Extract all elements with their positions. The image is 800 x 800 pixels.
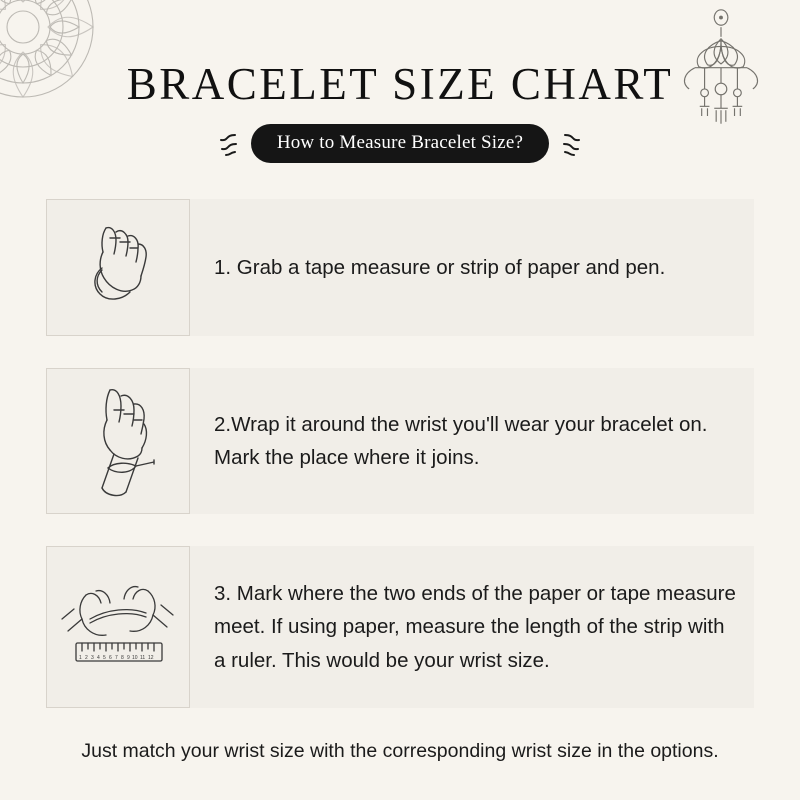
step-3-illustration (46, 546, 190, 708)
step-3-text: 3. Mark where the two ends of the paper or tape measure meet. If using paper, measure the length of the strip with a ruler. This would be your wrist size. (214, 582, 736, 672)
subtitle-row (0, 124, 800, 163)
page-title: BRACELET SIZE CHART (126, 59, 674, 109)
hand-with-tape-around-wrist-icon (58, 376, 178, 506)
svg-text:5: 5 (103, 655, 106, 661)
step-1-illustration (46, 199, 190, 336)
step-3-band (190, 546, 754, 708)
svg-text:9: 9 (127, 655, 130, 661)
subtitle-pill: How to Measure Bracelet Size? (251, 124, 549, 163)
svg-text:10: 10 (132, 655, 138, 661)
swirl-ornament-right (559, 131, 585, 157)
step-1-text: 1. Grab a tape measure or strip of paper and pen. (214, 255, 666, 279)
hand-fist-with-tape-icon (58, 208, 178, 328)
step-item (46, 199, 754, 336)
svg-text:8: 8 (121, 655, 124, 661)
svg-text:4: 4 (97, 655, 100, 661)
svg-text:11: 11 (140, 655, 146, 661)
step-1-band (190, 199, 754, 336)
step-2-text: 2.Wrap it around the wrist you'll wear your bracelet on. Mark the place where it joins. (214, 412, 708, 469)
step-2-illustration (46, 368, 190, 514)
svg-text:7: 7 (115, 655, 118, 661)
hands-measuring-strip-with-ruler-icon (52, 557, 184, 697)
step-item (46, 546, 754, 708)
steps-list (0, 199, 800, 708)
svg-text:1: 1 (79, 655, 82, 661)
step-2-band (190, 368, 754, 514)
svg-text:12: 12 (148, 655, 154, 661)
svg-text:3: 3 (91, 655, 94, 661)
footer-note: Just match your wrist size with the corresponding wrist size in the options. (81, 740, 719, 762)
swirl-ornament-left (215, 131, 241, 157)
svg-text:6: 6 (109, 655, 112, 661)
svg-text:2: 2 (85, 655, 88, 661)
step-item (46, 368, 754, 514)
